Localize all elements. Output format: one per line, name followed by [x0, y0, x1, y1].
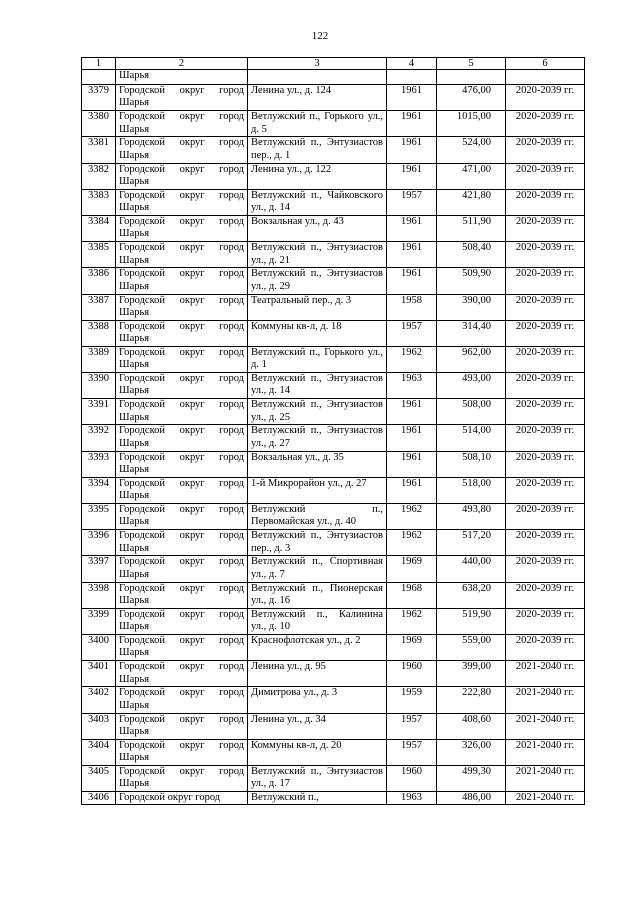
row-number-cell: 3384 — [82, 215, 116, 241]
year-cell: 1961 — [387, 215, 437, 241]
table-row — [82, 85, 585, 111]
address-cell: Ленина ул., д. 95 — [248, 661, 387, 687]
row-number-cell: 3397 — [82, 556, 116, 582]
period-cell: 2020-2039 гг. — [506, 582, 585, 608]
year-cell: 1961 — [387, 85, 437, 111]
year-cell: 1960 — [387, 661, 437, 687]
area-cell: Городской округ город Шарья — [116, 451, 248, 477]
area-cell: Городской округ город Шарья — [116, 739, 248, 765]
area-value-cell: 222,80 — [437, 687, 506, 713]
area-cell: Шарья — [116, 70, 248, 85]
row-number-cell: 3394 — [82, 477, 116, 503]
table-row — [82, 294, 585, 320]
column-header: 6 — [506, 58, 585, 70]
row-number-cell: 3398 — [82, 582, 116, 608]
table-row — [82, 504, 585, 530]
row-number-cell: 3379 — [82, 85, 116, 111]
year-cell: 1961 — [387, 477, 437, 503]
period-cell: 2021-2040 гг. — [506, 765, 585, 791]
period-cell: 2020-2039 гг. — [506, 268, 585, 294]
row-number-cell: 3383 — [82, 189, 116, 215]
table-row — [82, 163, 585, 189]
year-cell: 1961 — [387, 268, 437, 294]
address-cell: Краснофлотская ул., д. 2 — [248, 634, 387, 660]
housing-register-table — [81, 57, 585, 805]
period-cell: 2021-2040 гг. — [506, 713, 585, 739]
area-cell: Городской округ город Шарья — [116, 85, 248, 111]
column-header: 5 — [437, 58, 506, 70]
area-value-cell: 509,90 — [437, 268, 506, 294]
address-cell: Вокзальная ул., д. 35 — [248, 451, 387, 477]
table-row — [82, 739, 585, 765]
row-number-cell: 3382 — [82, 163, 116, 189]
table-row — [82, 661, 585, 687]
area-cell: Городской округ город — [116, 792, 248, 805]
area-cell: Городской округ город Шарья — [116, 504, 248, 530]
area-cell: Городской округ город Шарья — [116, 111, 248, 137]
row-number-cell: 3403 — [82, 713, 116, 739]
area-value-cell: 508,00 — [437, 399, 506, 425]
address-cell: Ветлужский п., Чайковского ул., д. 14 — [248, 189, 387, 215]
row-number-cell: 3391 — [82, 399, 116, 425]
area-cell: Городской округ город Шарья — [116, 530, 248, 556]
address-cell: Ветлужский п., Горького ул., д. 5 — [248, 111, 387, 137]
address-cell: Ветлужский п., Калинина ул., д. 10 — [248, 608, 387, 634]
year-cell: 1961 — [387, 425, 437, 451]
area-value-cell: 440,00 — [437, 556, 506, 582]
year-cell: 1962 — [387, 608, 437, 634]
row-number-cell: 3401 — [82, 661, 116, 687]
area-cell: Городской округ город Шарья — [116, 373, 248, 399]
period-cell: 2020-2039 гг. — [506, 346, 585, 372]
year-cell: 1969 — [387, 556, 437, 582]
area-value-cell: 518,00 — [437, 477, 506, 503]
area-value-cell: 508,40 — [437, 242, 506, 268]
table-row — [82, 608, 585, 634]
address-cell: Ленина ул., д. 122 — [248, 163, 387, 189]
period-cell: 2020-2039 гг. — [506, 320, 585, 346]
area-value-cell: 326,00 — [437, 739, 506, 765]
area-value-cell: 962,00 — [437, 346, 506, 372]
table-row — [82, 477, 585, 503]
area-cell: Городской округ город Шарья — [116, 137, 248, 163]
year-cell: 1961 — [387, 451, 437, 477]
table-header-row — [82, 58, 585, 70]
row-number-cell: 3388 — [82, 320, 116, 346]
area-cell: Городской округ город Шарья — [116, 189, 248, 215]
row-number-cell: 3406 — [82, 792, 116, 805]
row-number-cell: 3385 — [82, 242, 116, 268]
table-body — [82, 58, 585, 805]
area-cell: Городской округ город Шарья — [116, 713, 248, 739]
table-row — [82, 582, 585, 608]
page-number: 122 — [311, 30, 329, 42]
address-cell: Ветлужский п., Первомайская ул., д. 40 — [248, 504, 387, 530]
table-row — [82, 320, 585, 346]
row-number-cell: 3390 — [82, 373, 116, 399]
year-cell: 1957 — [387, 320, 437, 346]
year-cell: 1961 — [387, 163, 437, 189]
year-cell: 1959 — [387, 687, 437, 713]
table-row — [82, 687, 585, 713]
column-header: 3 — [248, 58, 387, 70]
year-cell: 1961 — [387, 111, 437, 137]
year-cell: 1962 — [387, 504, 437, 530]
period-cell: 2020-2039 гг. — [506, 373, 585, 399]
row-number-cell: 3396 — [82, 530, 116, 556]
area-cell: Городской округ город Шарья — [116, 765, 248, 791]
table-row — [82, 713, 585, 739]
period-cell: 2020-2039 гг. — [506, 477, 585, 503]
area-cell: Городской округ город Шарья — [116, 215, 248, 241]
period-cell: 2020-2039 гг. — [506, 556, 585, 582]
area-value-cell: 421,80 — [437, 189, 506, 215]
year-cell: 1957 — [387, 739, 437, 765]
row-number-cell: 3404 — [82, 739, 116, 765]
area-cell: Городской округ город Шарья — [116, 346, 248, 372]
table-row — [82, 346, 585, 372]
period-cell: 2020-2039 гг. — [506, 608, 585, 634]
table-row — [82, 189, 585, 215]
area-value-cell: 514,00 — [437, 425, 506, 451]
table-row — [82, 242, 585, 268]
period-cell: 2021-2040 гг. — [506, 739, 585, 765]
area-cell: Городской округ город Шарья — [116, 425, 248, 451]
period-cell: 2020-2039 гг. — [506, 137, 585, 163]
area-value-cell: 399,00 — [437, 661, 506, 687]
address-cell: Ветлужский п., Энтузиастов ул., д. 27 — [248, 425, 387, 451]
area-value-cell: 486,00 — [437, 792, 506, 805]
address-cell: Театральный пер., д. 3 — [248, 294, 387, 320]
period-cell: 2020-2039 гг. — [506, 242, 585, 268]
area-value-cell: 493,00 — [437, 373, 506, 399]
table-row — [82, 268, 585, 294]
period-cell: 2020-2039 гг. — [506, 294, 585, 320]
area-cell: Городской округ город Шарья — [116, 399, 248, 425]
table-row — [82, 556, 585, 582]
period-cell: 2020-2039 гг. — [506, 399, 585, 425]
table-row — [82, 792, 585, 805]
year-cell: 1962 — [387, 346, 437, 372]
address-cell: Ветлужский п., Горького ул., д. 1 — [248, 346, 387, 372]
year-cell: 1963 — [387, 373, 437, 399]
area-cell: Городской округ город Шарья — [116, 294, 248, 320]
area-value-cell: 1015,00 — [437, 111, 506, 137]
address-cell: Ветлужский п., Энтузиастов ул., д. 29 — [248, 268, 387, 294]
address-cell: Ветлужский п., Спортивная ул., д. 7 — [248, 556, 387, 582]
year-cell: 1961 — [387, 137, 437, 163]
address-cell: Коммуны кв-л, д. 18 — [248, 320, 387, 346]
area-cell: Городской округ город Шарья — [116, 163, 248, 189]
address-cell: Ветлужский п., — [248, 792, 387, 805]
table-row — [82, 765, 585, 791]
year-cell: 1957 — [387, 189, 437, 215]
address-cell: Ветлужский п., Энтузиастов ул., д. 14 — [248, 373, 387, 399]
area-cell: Городской округ город Шарья — [116, 556, 248, 582]
period-cell: 2020-2039 гг. — [506, 530, 585, 556]
area-cell: Городской округ город Шарья — [116, 687, 248, 713]
table-row — [82, 137, 585, 163]
year-cell: 1968 — [387, 582, 437, 608]
area-cell: Городской округ город Шарья — [116, 582, 248, 608]
row-number-cell: 3395 — [82, 504, 116, 530]
year-cell: 1963 — [387, 792, 437, 805]
area-value-cell: 559,00 — [437, 634, 506, 660]
row-number-cell: 3386 — [82, 268, 116, 294]
year-cell: 1960 — [387, 765, 437, 791]
row-number-cell: 3381 — [82, 137, 116, 163]
period-cell: 2020-2039 гг. — [506, 163, 585, 189]
table-row — [82, 111, 585, 137]
area-value-cell: 517,20 — [437, 530, 506, 556]
area-cell: Городской округ город Шарья — [116, 320, 248, 346]
row-number-cell: 3399 — [82, 608, 116, 634]
period-cell: 2021-2040 гг. — [506, 687, 585, 713]
area-cell: Городской округ город Шарья — [116, 661, 248, 687]
continuation-row — [82, 70, 585, 85]
address-cell: Ветлужский п., Пионерская ул., д. 16 — [248, 582, 387, 608]
address-cell: Ленина ул., д. 34 — [248, 713, 387, 739]
address-cell: Ветлужский п., Энтузиастов ул., д. 25 — [248, 399, 387, 425]
year-cell: 1957 — [387, 713, 437, 739]
area-cell: Городской округ город Шарья — [116, 477, 248, 503]
period-cell: 2020-2039 гг. — [506, 425, 585, 451]
row-number-cell: 3405 — [82, 765, 116, 791]
area-value-cell: 476,00 — [437, 85, 506, 111]
period-cell: 2021-2040 гг. — [506, 792, 585, 805]
area-value-cell: 471,00 — [437, 163, 506, 189]
column-header: 1 — [82, 58, 116, 70]
year-cell: 1958 — [387, 294, 437, 320]
table-row — [82, 530, 585, 556]
area-value-cell: 499,30 — [437, 765, 506, 791]
period-cell: 2020-2039 гг. — [506, 504, 585, 530]
table-row — [82, 634, 585, 660]
row-number-cell: 3393 — [82, 451, 116, 477]
table-row — [82, 451, 585, 477]
period-cell: 2020-2039 гг. — [506, 215, 585, 241]
column-header: 2 — [116, 58, 248, 70]
area-value-cell: 511,90 — [437, 215, 506, 241]
year-cell: 1961 — [387, 242, 437, 268]
table-row — [82, 425, 585, 451]
area-cell: Городской округ город Шарья — [116, 608, 248, 634]
area-value-cell: 314,40 — [437, 320, 506, 346]
address-cell: Ленина ул., д. 124 — [248, 85, 387, 111]
table-row — [82, 399, 585, 425]
area-value-cell: 524,00 — [437, 137, 506, 163]
row-number-cell: 3380 — [82, 111, 116, 137]
period-cell: 2020-2039 гг. — [506, 634, 585, 660]
area-value-cell: 638,20 — [437, 582, 506, 608]
area-cell: Городской округ город Шарья — [116, 634, 248, 660]
column-header: 4 — [387, 58, 437, 70]
address-cell: 1-й Микрорайон ул., д. 27 — [248, 477, 387, 503]
address-cell: Вокзальная ул., д. 43 — [248, 215, 387, 241]
row-number-cell: 3389 — [82, 346, 116, 372]
period-cell: 2020-2039 гг. — [506, 189, 585, 215]
period-cell: 2020-2039 гг. — [506, 111, 585, 137]
address-cell: Коммуны кв-л, д. 20 — [248, 739, 387, 765]
period-cell: 2020-2039 гг. — [506, 85, 585, 111]
area-value-cell: 390,00 — [437, 294, 506, 320]
row-number-cell: 3402 — [82, 687, 116, 713]
area-value-cell: 493,80 — [437, 504, 506, 530]
address-cell: Ветлужский п., Энтузиастов пер., д. 3 — [248, 530, 387, 556]
row-number-cell: 3387 — [82, 294, 116, 320]
year-cell: 1962 — [387, 530, 437, 556]
area-value-cell: 519,90 — [437, 608, 506, 634]
area-value-cell: 408,60 — [437, 713, 506, 739]
period-cell: 2020-2039 гг. — [506, 451, 585, 477]
area-cell: Городской округ город Шарья — [116, 242, 248, 268]
year-cell: 1961 — [387, 399, 437, 425]
row-number-cell: 3400 — [82, 634, 116, 660]
address-cell: Ветлужский п., Энтузиастов пер., д. 1 — [248, 137, 387, 163]
year-cell: 1969 — [387, 634, 437, 660]
area-value-cell: 508,10 — [437, 451, 506, 477]
table-row — [82, 373, 585, 399]
address-cell: Ветлужский п., Энтузиастов ул., д. 17 — [248, 765, 387, 791]
address-cell: Димитрова ул., д. 3 — [248, 687, 387, 713]
area-cell: Городской округ город Шарья — [116, 268, 248, 294]
address-cell: Ветлужский п., Энтузиастов ул., д. 21 — [248, 242, 387, 268]
row-number-cell: 3392 — [82, 425, 116, 451]
period-cell: 2021-2040 гг. — [506, 661, 585, 687]
table-row — [82, 215, 585, 241]
